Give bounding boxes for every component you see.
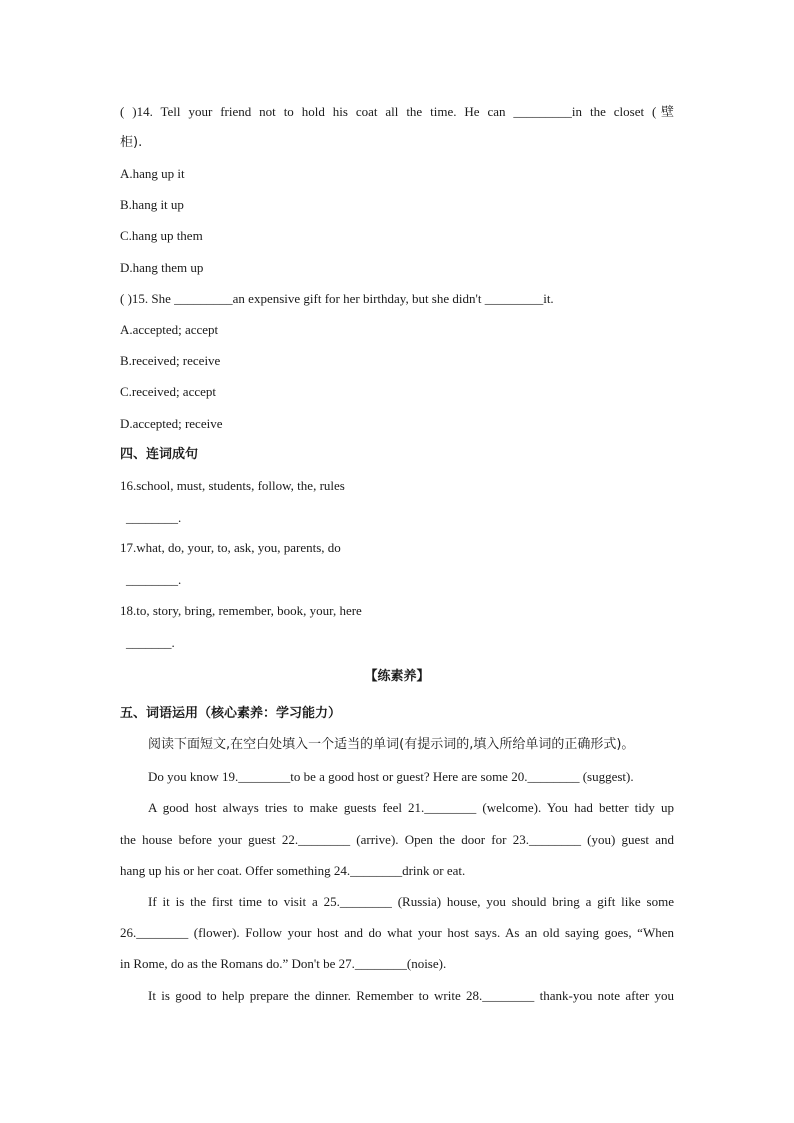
section5-title: 五、词语运用（核心素养：学习能力） bbox=[120, 706, 342, 721]
q17-answer-blank: ________. bbox=[126, 572, 182, 587]
q14-option-c: C.hang up them bbox=[120, 228, 203, 243]
passage-line-7: in Rome, do as the Romans do.” Don't be 27.________(noise). bbox=[120, 956, 447, 971]
q15-option-d: D.accepted; receive bbox=[120, 416, 223, 431]
q15-option-a: A.accepted; accept bbox=[120, 322, 219, 337]
section5-instruction: 阅读下面短文,在空白处填入一个适当的单词(有提示词的,填入所给单词的正确形式)。 bbox=[148, 737, 635, 752]
q18-answer-blank: _______. bbox=[126, 635, 175, 650]
passage-line-6: 26.________ (flower). Follow your host and do what your host says. As an old saying goes, “When bbox=[120, 925, 674, 940]
q14-option-a: A.hang up it bbox=[120, 166, 185, 181]
q15-option-b: B.received; receive bbox=[120, 353, 221, 368]
passage-line-8: It is good to help prepare the dinner. Remember to write 28.________ thank-you note after you bbox=[148, 988, 674, 1003]
passage-line-3: the house before your guest 22.________ (arrive). Open the door for 23.________ (you) guest and bbox=[120, 832, 674, 847]
passage-line-4: hang up his or her coat. Offer something 24.________drink or eat. bbox=[120, 863, 466, 878]
q14-option-b: B.hang it up bbox=[120, 197, 184, 212]
q17-words: 17.what, do, your, to, ask, you, parents, do bbox=[120, 540, 341, 555]
q16-answer-blank: ________. bbox=[126, 510, 182, 525]
passage-line-5: If it is the first time to visit a 25.________ (Russia) house, you should bring a gift like some bbox=[148, 894, 674, 909]
q14-stem-line1: ( )14. Tell your friend not to hold his coat all the time. He can _________in the closet (壁 bbox=[120, 104, 674, 119]
q15-option-c: C.received; accept bbox=[120, 384, 216, 399]
practice-section-heading: 【练素养】 bbox=[364, 669, 430, 684]
q14-option-d: D.hang them up bbox=[120, 260, 204, 275]
q15-stem: ( )15. She _________an expensive gift for her birthday, but she didn't _________it. bbox=[120, 291, 554, 306]
q14-stem-line2: 柜). bbox=[120, 135, 143, 150]
q16-words: 16.school, must, students, follow, the, rules bbox=[120, 478, 345, 493]
q18-words: 18.to, story, bring, remember, book, your, here bbox=[120, 603, 362, 618]
section4-title: 四、连词成句 bbox=[120, 447, 199, 462]
passage-line-2: A good host always tries to make guests feel 21.________ (welcome). You had better tidy up bbox=[148, 800, 674, 815]
passage-line-1: Do you know 19.________to be a good host or guest? Here are some 20.________ (suggest). bbox=[148, 769, 634, 784]
